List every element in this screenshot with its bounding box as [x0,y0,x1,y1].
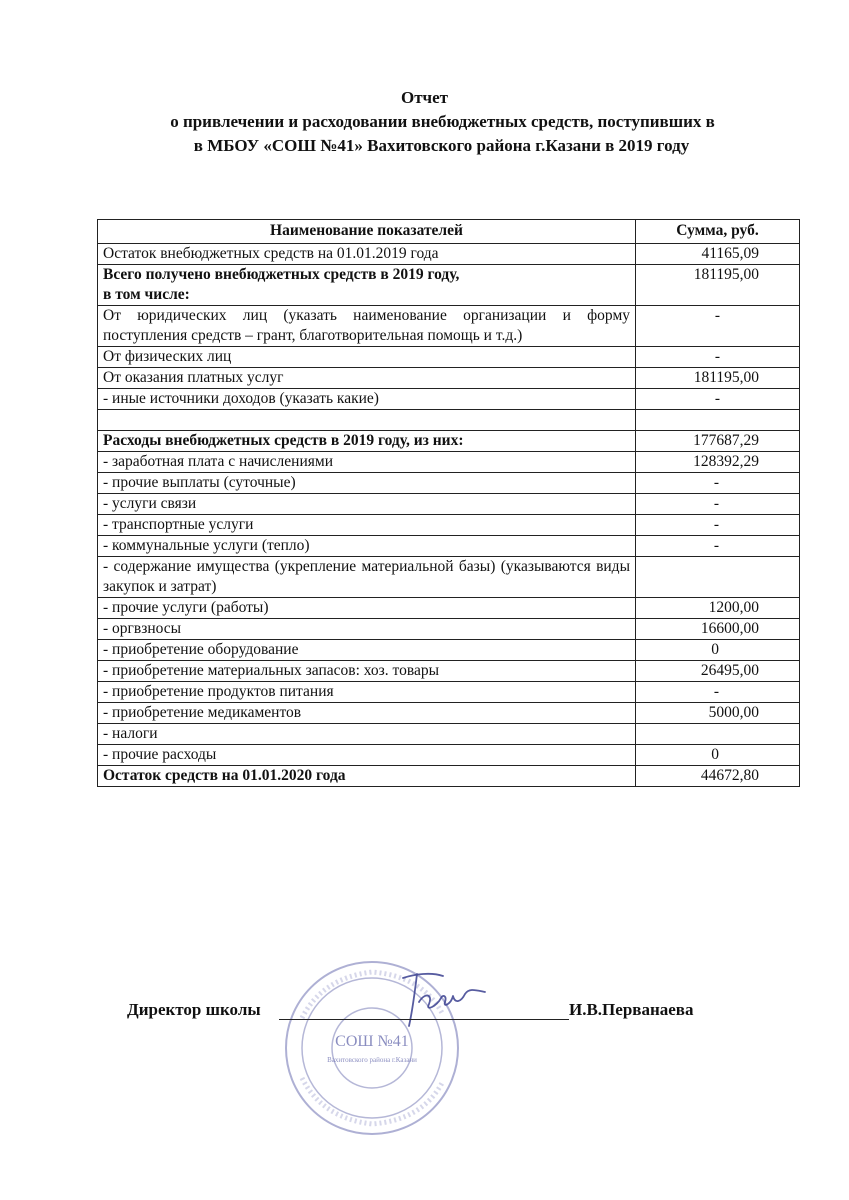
row-sum: 41165,09 [636,244,800,265]
table-row [98,494,800,515]
table-row [98,410,800,431]
row-sum: 181195,00 [636,368,800,389]
director-name: И.В.Перванаева [569,1000,694,1019]
row-sum: - [636,306,800,347]
row-name: От юридических лиц (указать наименование организации и форму поступления средств – грант, благотворительная помощь и т.д.) [98,306,636,347]
report-title [0,86,849,158]
signature-rule [279,1019,569,1020]
row-name: Остаток средств на 01.01.2020 года [98,766,636,787]
row-name: - содержание имущества (укрепление материальной базы) (указываются виды закупок и затрат) [98,557,636,598]
row-sum: - [636,536,800,557]
row-sum: 1200,00 [636,598,800,619]
table-row [98,598,800,619]
table-row [98,473,800,494]
table-row [98,557,800,598]
row-name [98,410,636,431]
row-sum: 0 [636,640,800,661]
row-sum: 128392,29 [636,452,800,473]
row-name: - заработная плата с начислениями [98,452,636,473]
row-name: - прочие услуги (работы) [98,598,636,619]
table-row [98,244,800,265]
row-name: - приобретение оборудование [98,640,636,661]
table-row [98,306,800,347]
row-name: - оргвзносы [98,619,636,640]
table-row [98,389,800,410]
row-sum: - [636,682,800,703]
row-name: - коммунальные услуги (тепло) [98,536,636,557]
row-sum: 16600,00 [636,619,800,640]
row-name: От оказания платных услуг [98,368,636,389]
row-name: Остаток внебюджетных средств на 01.01.2019 года [98,244,636,265]
title-line-3: в МБОУ «СОШ №41» Вахитовского района г.Казани в 2019 году [193,136,690,155]
header-name: Наименование показателей [98,220,636,244]
row-sum: - [636,347,800,368]
row-name: - налоги [98,724,636,745]
table-row [98,745,800,766]
row-sum [636,410,800,431]
row-sum: - [636,389,800,410]
table-row [98,452,800,473]
title-line-2: о привлечении и расходовании внебюджетных средств, поступивших в [170,112,715,131]
row-name: - иные источники доходов (указать какие) [98,389,636,410]
row-name: - транспортные услуги [98,515,636,536]
title-line-1: Отчет [400,88,449,107]
row-sum: 181195,00 [636,265,800,306]
table-row [98,640,800,661]
table-row [98,265,800,306]
row-name: - приобретение продуктов питания [98,682,636,703]
row-sum [636,557,800,598]
stamp-center-text: СОШ №41 [335,1033,409,1050]
row-name: Расходы внебюджетных средств в 2019 году, из них: [98,431,636,452]
header-sum: Сумма, руб. [636,220,800,244]
table-row [98,619,800,640]
row-name: От физических лиц [98,347,636,368]
table-row [98,368,800,389]
row-sum: 177687,29 [636,431,800,452]
table-row [98,515,800,536]
report-table [97,219,800,787]
table-row [98,536,800,557]
row-sum: 0 [636,745,800,766]
table-row [98,347,800,368]
row-name: - услуги связи [98,494,636,515]
row-sum: - [636,494,800,515]
row-sum: - [636,473,800,494]
table-header-row [98,220,800,244]
row-sum: - [636,515,800,536]
row-name: - прочие расходы [98,745,636,766]
table-row [98,766,800,787]
row-sum: 5000,00 [636,703,800,724]
row-name: - приобретение медикаментов [98,703,636,724]
table-row [98,661,800,682]
signature-label: Директор школы [127,1000,261,1019]
row-name: Всего получено внебюджетных средств в 2019 году, в том числе: [98,265,636,306]
row-sum [636,724,800,745]
row-sum: 44672,80 [636,766,800,787]
row-name: - прочие выплаты (суточные) [98,473,636,494]
row-name: - приобретение материальных запасов: хоз. товары [98,661,636,682]
table-row [98,431,800,452]
stamp-sub-text: Вахитовского района г.Казани [327,1056,417,1064]
table-row [98,703,800,724]
table-row [98,724,800,745]
table-row [98,682,800,703]
row-sum: 26495,00 [636,661,800,682]
